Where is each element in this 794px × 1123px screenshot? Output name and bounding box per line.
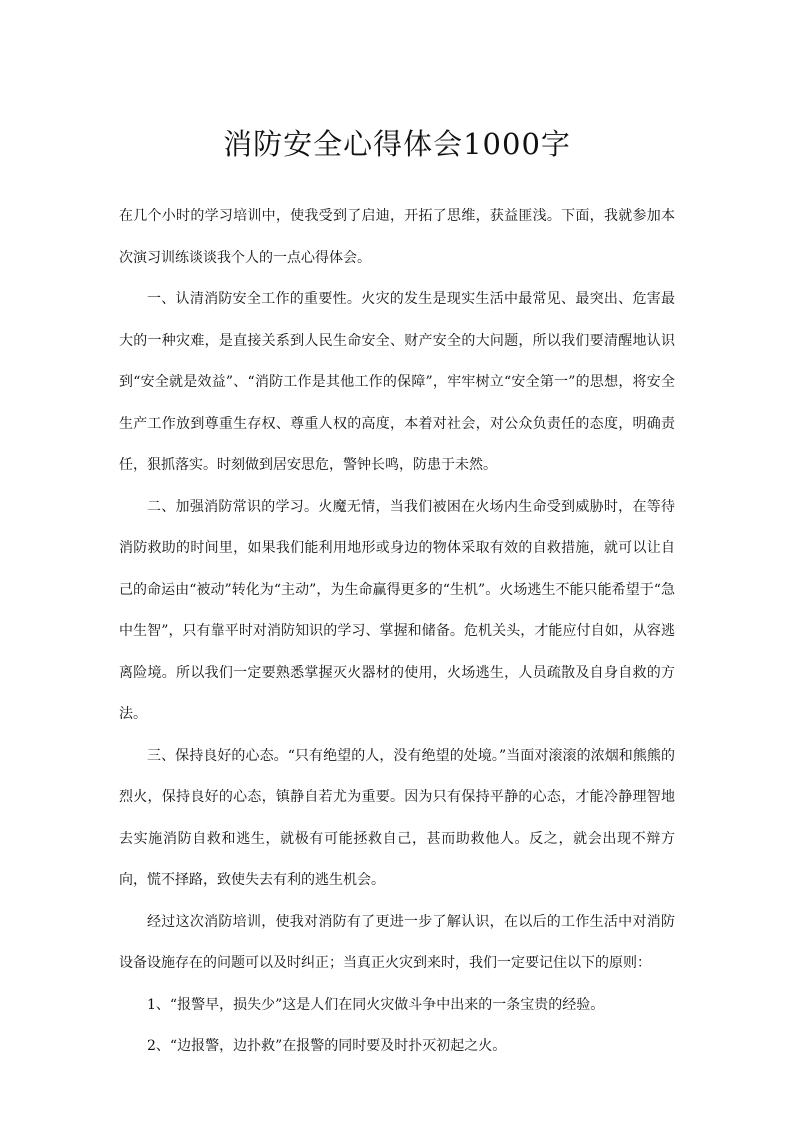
document-body <box>119 196 675 1068</box>
paragraph-4: 三、保持良好的心态。“只有绝望的人，没有绝望的处境。”当面对滚滚的浓烟和熊熊的烈火，保持良好的心态，镇静自若尤为重要。因为只有保持平静的心态，才能冷静理智地去实施消防自救和逃生，就极有可能拯救自己，甚而助救他人。反之，就会出现不辩方向，慌不择路，致使失去有利的逃生机会。 <box>119 747 675 888</box>
paragraph-5: 经过这次消防培训，使我对消防有了更进一步了解认识，在以后的工作生活中对消防设备设施存在的问题可以及时纠正；当真正火灾到来时，我们一定要记住以下的原则： <box>119 913 675 971</box>
paragraph-2: 一、认清消防安全工作的重要性。火灾的发生是现实生活中最常见、最突出、危害最大的一种灾难，是直接关系到人民生命安全、财产安全的大问题，所以我们要清醒地认识到“安全就是效益”、“消防工作是其他工作的保障”，牢牢树立“安全第一”的思想，将安全生产工作放到尊重生存权、尊重人权的高度，本着对社会，对公众负责任的态度，明确责任，狠抓落实。时刻做到居安思危，警钟长鸣，防患于未然。 <box>119 291 675 473</box>
paragraph-1: 在几个小时的学习培训中，使我受到了启迪，开拓了思维，获益匪浅。下面，我就参加本次演习训练谈谈我个人的一点心得体会。 <box>119 208 675 266</box>
paragraph-3: 二、加强消防常识的学习。火魔无情，当我们被困在火场内生命受到威胁时，在等待消防救助的时间里，如果我们能利用地形或身边的物体采取有效的自救措施，就可以让自己的命运由“被动”转化为“主动”，为生命赢得更多的“生机”。火场逃生不能只能希望于“急中生智”，只有靠平时对消防知识的学习、掌握和储备。危机关头，才能应付自如，从容逃离险境。所以我们一定要熟悉掌握灭火器材的使用，火场逃生，人员疏散及自身自救的方法。 <box>119 498 675 722</box>
paragraph-7: 2、“边报警，边扑救”在报警的同时要及时扑灭初起之火。 <box>147 1038 507 1054</box>
paragraph-6: 1、“报警早，损失少”这是人们在同火灾做斗争中出来的一条宝贵的经验。 <box>147 996 605 1013</box>
document-title: 消防安全心得体会1000字 <box>223 127 571 161</box>
